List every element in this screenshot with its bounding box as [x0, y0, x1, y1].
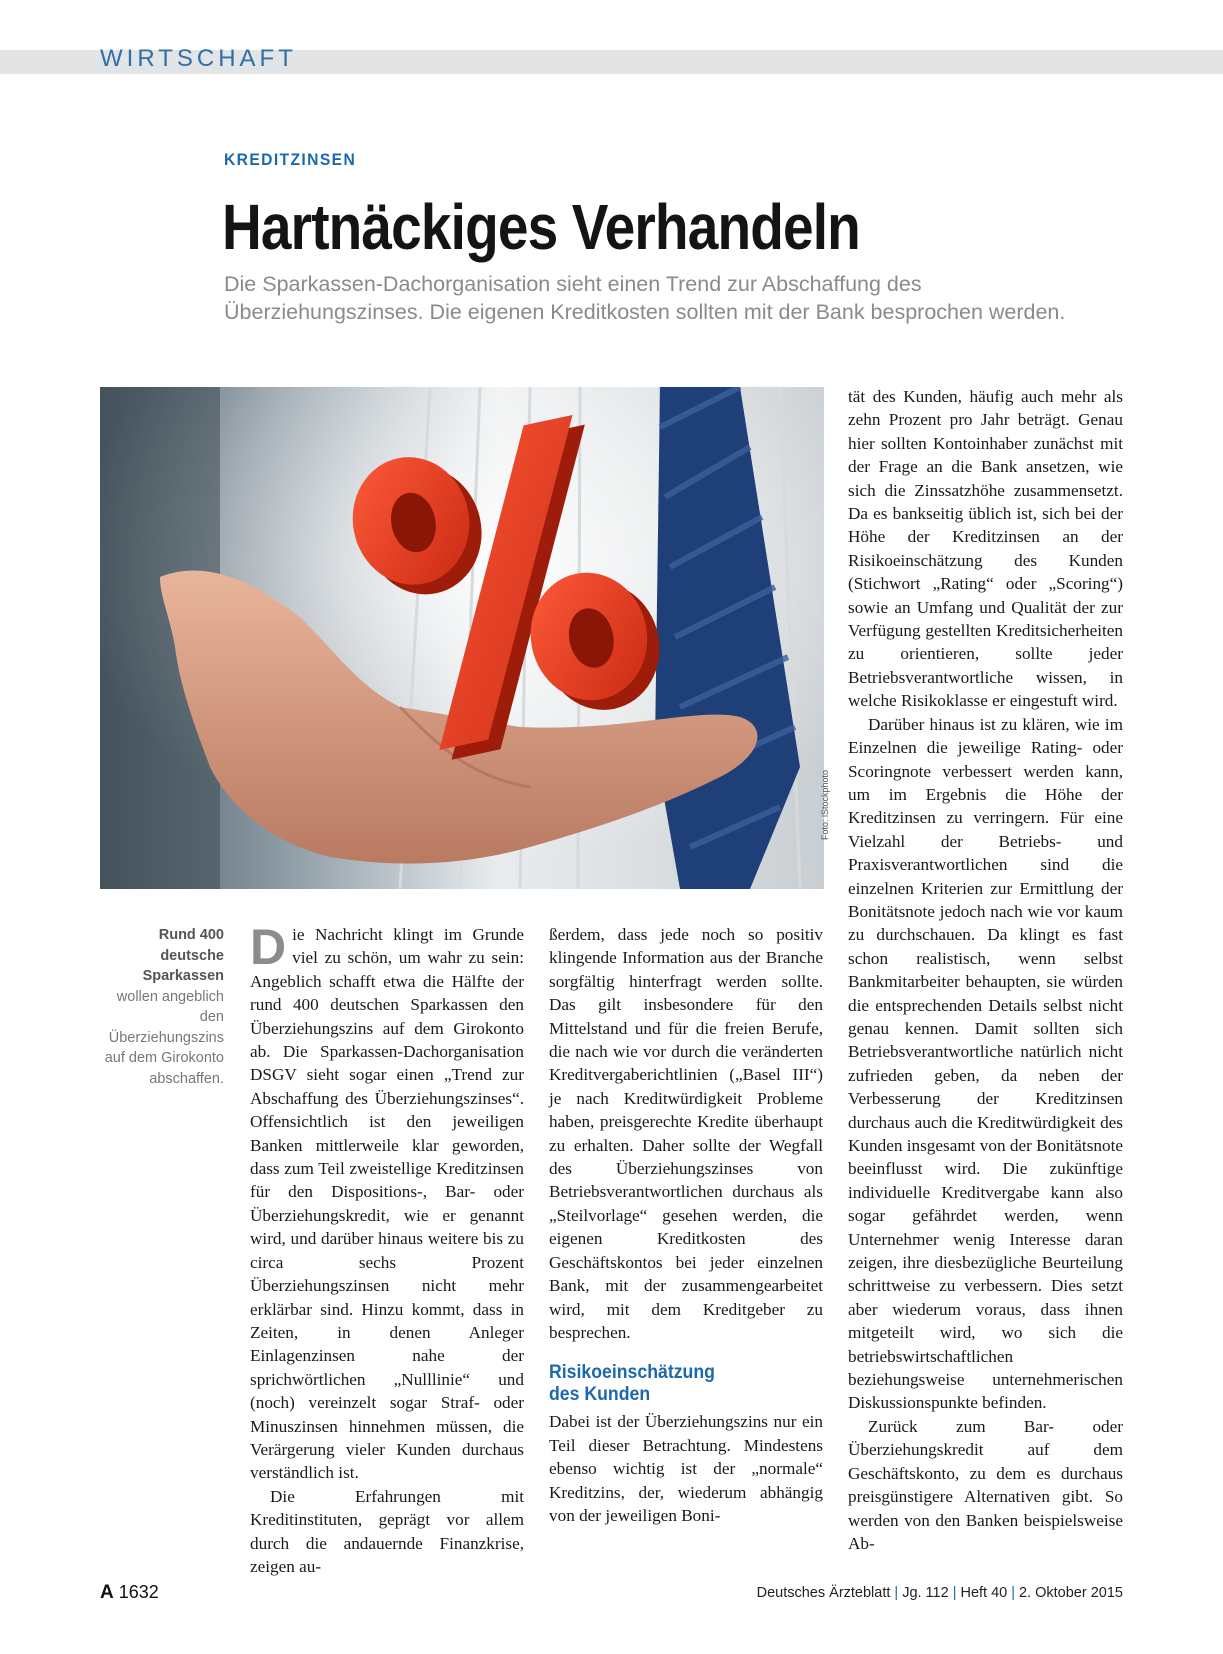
article-photo: [100, 387, 824, 889]
body-column-1: [250, 919, 524, 1578]
body-paragraph: Die Erfahrungen mit Kreditinstituten, geprägt vor allem durch die andauernde Finanzkrise, zeigen au-: [250, 1486, 524, 1576]
page-number-value: 1632: [118, 1582, 159, 1602]
body-column-3: [848, 385, 1123, 1555]
article-kicker: KREDITZINSEN: [224, 150, 357, 169]
section-label: WIRTSCHAFT: [100, 45, 297, 72]
body-paragraph: Dabei ist der Überziehungszins nur ein Teil dieser Betrachtung. Mindestens ebenso wichtig ist der „normale“ Kreditzins, der, wiederum abhängig von der jeweiligen Boni-: [549, 1412, 823, 1525]
page-prefix: A: [100, 1582, 114, 1603]
body-paragraph: Zurück zum Bar- oder Überziehungskredit auf dem Geschäftskonto, zu dem es durchaus preisgünstigere Alternativen gibt. So werden von den Banken beispielsweise Ab-: [848, 1416, 1123, 1553]
subheading: [549, 1362, 804, 1406]
body-paragraph: ßerdem, dass jede noch so positiv klingende Information aus der Branche sorgfältig hinterfragt werden sollte. Das gilt insbesondere für den Mittelstand und für die freien Berufe, die nach wie vor durch die veränderten Kreditvergaberichtlinien („Basel III“) je nach Kreditwürdigkeit Probleme haben, preisgerechte Kredite überhaupt zu erhalten. Daher sollte der Wegfall des Überziehungszinses von Betriebsverantwortlichen durchaus als „Steilvorlage“ gesehen werden, die eigenen Kreditkosten des Geschäftskontos bei jeder einzelnen Bank, mit der zusammengearbeitet wird, mit dem Kreditgeber zu besprechen.: [549, 925, 823, 1342]
footer-citation: [757, 1585, 1123, 1601]
article-lead: Die Sparkassen-Dachorganisation sieht einen Trend zur Abschaffung des Überziehungszinses. Die eigenen Kreditkosten sollten mit der Bank besprochen werden.: [224, 272, 1066, 324]
photo-caption: [100, 925, 224, 1089]
caption-text: wollen angeblich den Überziehungszins auf dem Girokonto abschaffen.: [104, 988, 224, 1087]
paragraph-text: ie Nachricht klingt im Grunde viel zu schön, um wahr zu sein: Angeblich schafft etwa die Hälfte der rund 400 deutschen Sparkassen den Überziehungszins auf dem Girokonto ab. Die Sparkassen-Dachorganisation DSGV sieht sogar einen „Trend zur Abschaffung des Überziehungszinses“. Offensichtlich ist den jeweiligen Banken mittlerweile klar geworden, dass zum Teil zweistellige Kreditzinsen für den Dispositions-, Bar- oder Überziehungskredit, wie er genannt wird, und darüber hinaus weitere bis zu circa sechs Prozent Überziehungszinsen nicht mehr erklärbar sind. Hinzu kommt, dass in Zeiten, in denen Anleger Einlagenzinsen nahe der sprichwörtlichen „Nulllinie“ und (noch) vereinzelt sogar Straf- oder Minuszinsen hinnehmen müssen, die Verärgerung vieler Kunden durchaus verständlich ist.: [250, 925, 524, 1483]
percent-sign-hand-photo-icon: [100, 387, 824, 889]
body-paragraph: [250, 919, 524, 1485]
journal-volume: Jg. 112: [902, 1585, 949, 1601]
separator: |: [894, 1585, 899, 1601]
dropcap: D: [250, 919, 287, 975]
article-title: Hartnäckiges Verhandeln: [222, 191, 860, 263]
caption-bold: Rund 400 deutsche Sparkassen: [142, 927, 224, 984]
separator: |: [1011, 1585, 1015, 1601]
journal-date: 2. Oktober 2015: [1019, 1585, 1123, 1601]
body-paragraph: tät des Kunden, häufig auch mehr als zehn Prozent pro Jahr beträgt. Genau hier sollten Kontoinhaber zunächst mit der Frage an die Bank ansetzen, wie sich die Zinssatzhöhe zusammensetzt. Da es bankseitig üblich ist, sich bei der Höhe der Kreditzinsen an der Risikoeinschätzung des Kunden (Stichwort „Rating“ oder „Scoring“) sowie an Umfang und Qualität der zur Verfügung gestellten Kreditsicherheiten zu orientieren, sollte jeder Betriebsverantwortliche wissen, in welche Risikoklasse er eingestuft wird.: [848, 387, 1123, 711]
subheading-line: Risikoeinschätzung: [549, 1362, 715, 1384]
page-number: [100, 1582, 159, 1604]
journal-issue: Heft 40: [960, 1585, 1008, 1601]
separator: |: [952, 1585, 957, 1601]
journal-name: Deutsches Ärzteblatt: [756, 1585, 891, 1601]
photo-credit: Foto: iStockphoto: [820, 769, 830, 840]
body-column-2: [549, 923, 823, 1527]
body-paragraph: Darüber hinaus ist zu klären, wie im Einzelnen die jeweilige Rating- oder Scoringnote verbessert werden kann, um im Ergebnis die Höhe der Kreditzinsen zu verringern. Für eine Vielzahl der Betriebs- und Praxisverantwortlichen sind die einzelnen Kriterien zur Ermittlung der Bonitätsnote jedoch nach wie vor kaum zu durchschauen. Da klingt es fast schon realistisch, wenn selbst Bankmitarbeiter behaupten, sie würden die entsprechenden Details selbst nicht genau kennen. Damit sollten sich Betriebsverantwortliche natürlich nicht zufrieden geben, da neben der Verbesserung der Kreditzinsen durchaus auch die Kreditwürdigkeit des Kunden insgesamt von der Bonitätsnote beeinflusst wird. Die zukünftige individuelle Kreditvergabe kann also sogar gefährdet werden, wenn Unternehmer wenig Interesse daran zeigen, ihre diesbezügliche Beurteilung schrittweise zu verbessern. Dies setzt aber wiederum voraus, dass ihnen mitgeteilt wird, wo sich die betriebswirtschaftlichen beziehungsweise unternehmerischen Diskussionspunkte befinden.: [848, 714, 1123, 1413]
subheading-line: des Kunden: [549, 1384, 651, 1406]
